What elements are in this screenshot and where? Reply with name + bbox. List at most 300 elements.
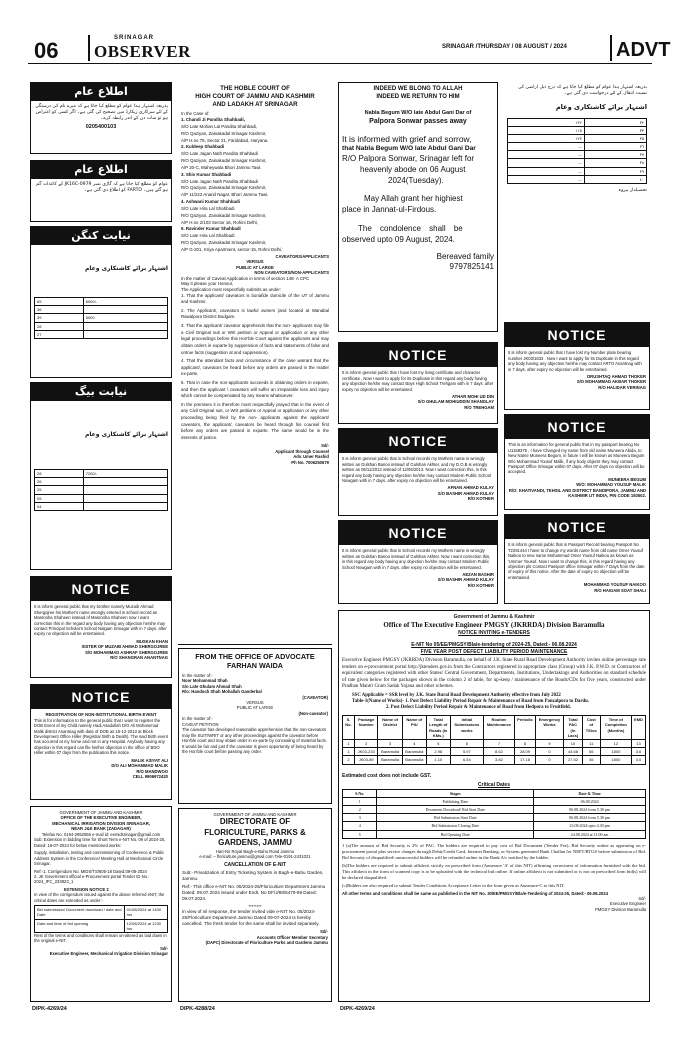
court-signature: Ph No. 7006250679 <box>291 459 329 465</box>
mechanical-irrigation-tender <box>30 806 172 1002</box>
pmgsy-notice: NOTICE INVITING e-TENDERS <box>458 629 530 636</box>
court-point: 1. That the applicant/ caveators is bonafide domicile of the UT of Jammu and Kashmir. <box>181 292 329 305</box>
table-cell: --- <box>508 167 585 175</box>
table-row <box>343 797 646 805</box>
col2-divider <box>178 644 332 645</box>
table-cell: 2.98 <box>426 748 450 756</box>
tender-dates-table <box>34 905 168 933</box>
table-cell: Bid Submission Start Date <box>377 814 534 822</box>
notice-signature: AEZAN BASHIR <box>462 572 494 577</box>
advocate-party: R/o: Handoch Shah Mohallah Ganderbal <box>182 689 262 695</box>
table-cell: 1 <box>343 748 355 756</box>
table-header-cell: Initial Submissions works <box>450 716 483 740</box>
pmgsy-signature: Sd/- <box>638 895 646 901</box>
table-cell: Bid Submission Closing Date <box>377 822 534 830</box>
table-row <box>35 314 168 322</box>
dipk-number: DIPK-4288/24 <box>180 1006 215 1012</box>
table-cell: ٣٧ <box>584 151 646 159</box>
obituary-line: observed upto 09 August, 2024. <box>342 234 455 244</box>
table-cell: ٣٩ <box>584 167 646 175</box>
urdu-subheading: اشتہار برائے کاشتکاری وعام <box>85 265 168 273</box>
table-cell: 27.52 <box>564 756 583 764</box>
table-cell: 17.18 <box>515 756 536 764</box>
table-row <box>35 330 168 338</box>
urdu-text: بذریعہ اشتہار ہذا عوام کو مطلع کیا جاتا ہے کہ درج ذیل اراضی کی نسبت انتقال کے لئے درخواست دی گئی ہے۔ <box>518 85 647 96</box>
table-cell: 2 <box>343 805 377 813</box>
obituary-heading: INDEED WE RETURN TO HIM <box>376 93 460 100</box>
notice-signature: R/O KOTHER <box>467 582 494 588</box>
flori-body: In view of nil response, the tender invited vide e-NIT No. 05/2024-25/Floriculture Department Jammu Dated 09-07-2024 is hereby cancelled. The fresh tender for the same shall be invited separately. <box>182 909 320 927</box>
notice-body: It is inform general public that I have lost my Number plate bearing number JK03/1633 . Now I want to apply for its Duplicate in this regard any body having any objection he/she may contact ARTO Anantnag with in 7 days. after expiry no objection will be entertained. <box>508 350 642 372</box>
court-signature: Sd/- <box>321 443 329 449</box>
notice-number-plate <box>504 322 650 410</box>
notice-name-correction-2 <box>338 520 498 604</box>
table-cell: 8 <box>515 740 536 748</box>
table-cell: 26 <box>35 478 84 486</box>
court-heading: THE HOBLE COURT OF <box>220 85 290 92</box>
table-row <box>508 118 647 126</box>
table-row <box>343 748 646 756</box>
notice-signature: MALIK ASIYAT ALI <box>131 757 168 763</box>
table-header-cell: Name of District <box>378 716 403 740</box>
notice-signature: R/O HALIDAR VERINAG <box>598 384 646 390</box>
flori-address: Hari-Nir Royal Bagh-e-Bahu Road Jammu <box>215 848 295 854</box>
tender-rest: Rest of the terms and conditions shall remain un-altered as laid down in the original e-NIT. <box>34 933 167 944</box>
pmgsy-terms: 1 (a)The amount of Bid Security is 2% of PAC. The bidders are required to pay cost of Bid Document (Tender Fee), Bid Security online as appearing on e-procurement portal plus service charges through Debit/Credit Card, Internet Banking, or System generated Bank Challan for NEFT/RTGS before submission of Bid. Bid Security of disqualified/ unsuccessful bidders will be refunded online in the Bank A/c notified by the bidder. <box>342 842 646 860</box>
urdu-signature: تحصیلدار بیروہ <box>618 188 647 193</box>
pmgsy-critical: Critical Dates <box>478 782 510 789</box>
advocate-matter: In the matter of:- <box>182 716 213 722</box>
table-cell: 3 <box>378 740 403 748</box>
table-cell: 5 <box>426 740 450 748</box>
flori-stars: ******** <box>248 903 262 909</box>
table-cell: Bid Opening Date <box>377 830 534 838</box>
section-label: ADVT <box>616 39 671 61</box>
advocate-caveat <box>178 648 332 804</box>
table-header-cell: Routine Maintenance <box>483 716 514 740</box>
table-row <box>343 830 646 838</box>
notice-passport-name-1 <box>504 414 650 510</box>
obituary-heading: INDEED WE BLONG TO ALLAH <box>373 86 463 92</box>
pmgsy-bullet: 2. Post Defect Liability Period Repair & Maintenance of Road from Hedpora to Fruitfield. <box>386 705 571 711</box>
table-cell: 4 <box>402 740 426 748</box>
table-cell: Baramulla <box>378 748 403 756</box>
court-party-line: S/O Late Mohan Lal Pandita Shahbadi, <box>181 123 258 129</box>
notice-body: This is an information for general public that in my passport bearing No U1158375 , I have Changed my name from old name Muneera Abida, to New Name Muneera Begum, in future I will be known as Muneera Begum W/o Mohammad Yousuf Malik, if any body objects they may contact Passport Office Srinagar within 07 days. After 07 days no objection will be accepted. <box>508 442 645 475</box>
obituary-line: R/O Palpora Sonwar, Srinagar left for <box>342 154 475 164</box>
table-cell: 28.09 <box>515 748 536 756</box>
tender-signature: Executive Engineer, Mechanical Irrigation Division Srinagar <box>49 951 168 957</box>
court-signature: Adv. Umer Rashid <box>293 454 329 460</box>
table-cell: 69 <box>35 298 84 306</box>
table-cell: --- <box>508 143 585 151</box>
table-header-cell: Total Length of Roads (In KMs.) <box>426 716 450 740</box>
table-cell: --- <box>508 159 585 167</box>
pmgsy-estimate: Estimated cost does not include GST. <box>342 772 432 779</box>
urdu-heading: نیابت بیگ <box>31 383 171 401</box>
table-header-row <box>343 789 646 797</box>
court-parties <box>181 117 329 254</box>
advocate-caveat-label: CAVEAT PETITION <box>182 721 219 727</box>
flori-subject: Sub:- Privatization of Entry Ticketing System in Bagh-e-Bahu Garden, Jammu. <box>182 870 324 881</box>
court-points <box>181 293 329 442</box>
table-cell: 1800 <box>600 748 631 756</box>
table-cell: 28 <box>35 470 84 478</box>
table-cell: Publishing Date <box>377 797 534 805</box>
pmgsy-signature: PMGSY Division Baramulla <box>595 906 646 912</box>
table-cell: 8.62 <box>483 748 514 756</box>
advocate-public: PUBLIC AT LARGE <box>236 705 274 711</box>
table-header-cell: EMD <box>631 716 645 740</box>
table-cell: 06.08.2024 from 5.30 pm <box>534 805 646 813</box>
notice-title: NOTICE <box>339 429 497 453</box>
table-cell: ٣٥ <box>584 134 646 142</box>
flori-heading: DIRECTORATE OF <box>219 817 291 827</box>
notice-subtitle: REGISTRATION OF NON-INSTITUTIONAL BIRTH EVENT <box>45 712 157 718</box>
urdu-public-notice-1 <box>30 82 172 154</box>
table-cell: 3.6 <box>631 748 645 756</box>
notice-signature: R/O: KHATIVANDI, TEHSIL AND DISTRICT BANDIPORA, JAMMU AND KASHMIR UT INDIA, PIN CODE 193502. <box>508 487 646 499</box>
notice-signature: S/O GHULAM MOHIUDDIN SHANGLAY <box>417 399 494 405</box>
pmgsy-tender <box>338 610 650 1002</box>
table-cell: --- <box>508 151 585 159</box>
table-row <box>508 134 647 142</box>
notice-signature: R/O SHANGRAN ANANTNAG <box>110 655 168 661</box>
table-header-cell: S.No. <box>343 789 377 797</box>
court-party-line: 1. Chandi Ji Pandita Shahbadi, <box>181 117 245 123</box>
table-cell: Date and time of bid opening <box>35 919 125 932</box>
table-cell: 05 <box>35 494 84 502</box>
urdu-heading: اطلاع عام <box>31 161 171 179</box>
flori-heading: FLORICULTURE, PARKS & <box>204 827 306 837</box>
table-cell: 3.82 <box>483 756 514 764</box>
table-cell: ١١٥ <box>508 126 585 134</box>
court-party-line: 2. Kuldeep Shahbadi <box>181 144 225 150</box>
court-public: PUBLIC AT LARGE <box>236 264 274 270</box>
urdu-public-notice-2 <box>30 160 172 222</box>
court-role: NON CAVEATORS/NON-APPLICANTS <box>254 270 329 276</box>
advocate-versus: VERSUS <box>246 699 264 705</box>
notice-body: It is inform general public that my brother namely Muzaib Ahmad Shergojree his Mother's name wrongly entered in school record as Masrooha Shaheen instead of Masrooha Shaheen now I want correction this in the regard any body having any objection he/she may contact Principal Scholar's School Nalgam Srinagar with in 7 days. after expiry no objection will be entertained. <box>34 604 167 637</box>
notice-title: NOTICE <box>505 515 649 539</box>
table-cell: 23.08.2024 upto 4.30 pm <box>534 822 646 830</box>
table-row <box>35 906 168 919</box>
notice-passport-name-2 <box>504 514 650 604</box>
table-cell: JK03-89 <box>355 756 378 764</box>
pmgsy-signature: Executive Engineer <box>609 901 646 907</box>
tender-extension-body: In view of the corrigendum issued against the above referred eNIT, the critical dates are extended as under:- <box>34 892 165 903</box>
table-cell: ١٣٢ <box>508 118 585 126</box>
table-cell: JK03-233 <box>355 748 378 756</box>
table-cell: 36 <box>35 306 84 314</box>
court-party-line: A/P H.no 2/103 Sector 16, Rohini Delhi, <box>181 219 259 225</box>
urdu-text: بذریعہ اشتہار ہذا عوام کو مطلع کیا جاتا ہے کہ میرے نام کی درستگی کے لئے سرکاری ریکارڈ میں تصحیح کی گئی ہے۔ اگر کسی کو اعتراض ہو تو سات دن کے اندر رابطہ کرے۔ <box>35 104 168 122</box>
table-cell: 9 <box>535 740 563 748</box>
obituary-line: Palpora Sonwar passes away <box>369 117 467 125</box>
table-cell: Baramulla <box>402 748 426 756</box>
table-row <box>35 306 168 314</box>
table-cell: 12 <box>600 740 631 748</box>
table-row <box>508 175 647 183</box>
table-cell: 1 <box>343 740 355 748</box>
brand-name: OBSERVER <box>94 42 191 61</box>
masthead-divider <box>88 35 90 61</box>
tender-org: MECHANICAL IRRIGATION DIVISION SRINAGAR, <box>52 820 150 826</box>
table-header-cell: Total PAC (In Lacs) <box>564 716 583 740</box>
urdu-land-notice-kangan <box>30 226 172 378</box>
dipk-number: DIPK-4269/24 <box>32 1006 67 1012</box>
court-point: 3. That the applicant/ caveator apprehends that the non- applicants may file a Civil Original suit or Writ petition or Appeal or application or any other legal proceedings before this Hon'ble Court against the applicants and may obtain orders in exparte by suppression of facts and statements of false and untrue facts (suggestion at and suppression). <box>181 323 329 355</box>
advocate-heading: FROM THE OFFICE OF ADVOCATE <box>195 652 315 661</box>
table-header-row <box>343 716 646 740</box>
notice-signature: W/O: MOHAMMAD YOUSUF MALIK <box>576 482 646 488</box>
table-cell: 27 <box>35 330 84 338</box>
notice-signature: ATHAR MOHI UD DIN <box>451 394 494 399</box>
flori-heading: GARDENS, JAMMU <box>218 838 292 848</box>
table-row <box>508 159 647 167</box>
notice-body: It is inform general public that in Passport Record bearing Passport No T2291444 I have to change my words name from old name Omer Yousuf Naikoo to new name Mohammad Omer Yousuf Naikoo as known as 'Ummer Yousuf. Now I want to change this, in this regard having any objection pls Contact Passport office Srinagar within 7 Days from the date of expiry of this notice. After the date of expiry no objection will be entertained. <box>508 542 645 580</box>
table-header-cell: Emergency Works <box>535 716 563 740</box>
table-cell: 7 <box>483 740 514 748</box>
court-party-line: S/O Late Hira Lal Shahbadi <box>181 233 235 239</box>
urdu-land-table <box>34 469 168 511</box>
table-cell: 1 <box>343 797 377 805</box>
table-cell: ٣٦ <box>584 143 646 151</box>
pmgsy-maintenance: FIVE YEAR POST DEFECT LIABILITY PERIOD MAINTENANCE <box>420 648 568 655</box>
tender-org: OFFICE OF THE EXECUTIVE ENGINEER, <box>60 815 142 821</box>
table-cell: 24.08.2024 at 11.00 am <box>534 830 646 838</box>
table-cell: 6.54 <box>450 756 483 764</box>
table-header-cell: Time of Completion (Months) <box>600 716 631 740</box>
court-party-line: A/P G-201, Kriya Apartment, sector-15, Rohni Delhi, <box>181 246 283 252</box>
court-party-line: R/O Qaziyan, Zainakadal Srinagar Kashmir, <box>181 158 267 164</box>
court-intro: The Application most respectfully submits as under: <box>181 286 282 292</box>
tender-org: NEAR J&K BANK (ZADAGAR) <box>71 826 131 832</box>
table-row <box>508 126 647 134</box>
tender-org: GOVERNMENT OF JAMMU AND KASHMIR <box>59 810 143 815</box>
notice-signature: MOHAMMAD YOUSUF NAIKOO <box>583 582 646 588</box>
court-party-line: 4. Ashwani Kumar Shahbadi <box>181 199 240 205</box>
pmgsy-works-table <box>342 715 646 764</box>
notice-signature: R/O TREHGAM <box>464 404 494 410</box>
notice-body: It is inform general public that in School records my Mothers name is wrongly written as Gulshan Banoo instead of Gulshan Akhter. Now I want correction this, in this regard any body having any objection he/she may contact Modern Public School Nowgam with in 7 days. after expiry no objection will be entertained. <box>342 548 491 570</box>
table-cell: 5000 <box>83 314 167 322</box>
table-row <box>35 494 168 502</box>
tender-extension-title: EXTENSION NOTICE 2 <box>64 886 109 892</box>
notice-signature: S/O BASHIR AHMAD KULAY <box>437 490 494 496</box>
court-party-line: S/O Late Jagan Nath Pandita Shahbadi <box>181 151 258 157</box>
table-header-cell: Date & Time <box>534 789 646 797</box>
court-party-line: A/P H.no 75, Sector 21, Faridabad, Haryana. <box>181 137 269 143</box>
notice-signature: DRUSHTAQ AHMAD THOKER <box>587 374 646 379</box>
table-header-cell: S. No. <box>343 716 355 740</box>
table-cell: 5.97 <box>450 748 483 756</box>
table-cell: 0 <box>535 748 563 756</box>
notice-body: It is inform general public that in School records my Mothers name is wrongly written as Gulshan Banoo instead of Gulshan Akhter, and my D.O.B is wrongly written as 05/11/2013 instead of 12/05/2013. Now I want correction this, in this regard any body having any objection he/she may contact Modern Public School Nowgam with in 7 days. after expiry no objection will be entertained. <box>342 456 491 483</box>
floriculture-cancellation <box>178 808 332 1002</box>
tender-ref: Ref:-1. Corrigendum No. MIDS/TS/605-18 Dated:09-08-2024 <box>34 868 147 874</box>
court-party-line: R/O Qaziyan, Zainakadal Srinagar Kashmir, <box>181 212 267 218</box>
notice-school-record <box>30 576 172 678</box>
high-court-caveat <box>178 82 332 640</box>
court-party-line: A/P 20-C, Maheywala Bhori Jammu Tawi. <box>181 164 262 170</box>
court-heading: AND LADAKH AT SRINAGAR <box>212 101 298 109</box>
advocate-matter: In the matter of:- <box>182 672 213 678</box>
table-header-cell: Cost of T/Doc <box>582 716 600 740</box>
court-party-line: S/O Late Jagan Nath Pandita Shahbadi <box>181 178 258 184</box>
urdu-subheading: اشتہار برائے کاشتکاری وعام <box>85 431 168 439</box>
tender-subject: Sub: Extension in bidding time for Short Term e-NIT No. 09 of 2024-25, Dated: 16-07-2024 for below mentioned works: <box>34 837 166 848</box>
table-cell: 3.0 <box>631 756 645 764</box>
flori-email: e-mail: -- floriculture.jammu@gmail.com Tele-0191-2431021 <box>199 854 311 860</box>
notice-signature: R/O KOTHER <box>467 496 494 502</box>
notice-title: NOTICE <box>505 415 649 439</box>
court-point: 5. That in case the non-applicants succeeds in obtaining orders in exparte, and then the applicant \ caveators will suffer an irreparable loss and injury which cannot be compensated by any means whatsoever. <box>181 379 329 399</box>
dateline: SRINAGAR /THURSDAY / 08 AUGUST / 2024 <box>442 44 567 50</box>
pmgsy-terms: (c)Bidders are also required to submit Tender Conditions Acceptance Letter in the form given as Annexure-C to this NIT. <box>342 882 565 888</box>
table-row <box>508 151 647 159</box>
flori-signature: Accounts Officer Member Secretary <box>256 934 328 940</box>
table-cell <box>83 330 167 338</box>
table-cell: 5 <box>343 830 377 838</box>
table-row <box>35 486 168 494</box>
obituary-line: 2024(Tuesday). <box>388 175 444 185</box>
table-cell: 06.08.2024 from 5.30 pm <box>534 814 646 822</box>
table-cell: 39 <box>35 314 84 322</box>
court-party-line: A/P 11/222 Anand Nagar, Bhori Jammu Tawi. <box>181 192 269 198</box>
notice-signature: D/O ALI MOHAMMAD MALIK <box>111 763 168 769</box>
notice-signature: MUNEERA BEGUM <box>608 476 646 482</box>
court-case-intro: In the Case of: <box>181 111 210 117</box>
table-row <box>343 814 646 822</box>
pmgsy-gov: Government of Jammu & Kashmir <box>453 614 535 620</box>
table-cell: ٣٨ <box>584 159 646 167</box>
court-point: 4. That the attendant facts and circumstance of the case warrant that the applicant/, caveators be heard before any orders are passed in the matter ex-parte. <box>181 358 329 377</box>
table-cell: 04 <box>35 502 84 510</box>
urdu-land-notice-beerwah <box>504 82 650 316</box>
table-cell: 7200/- <box>83 470 167 478</box>
obituary-line: heavenly abode on 06 August <box>360 164 466 174</box>
urdu-heading: اطلاع عام <box>31 83 171 101</box>
table-cell: 13 <box>631 740 645 748</box>
obituary-line: May Allah grant her highiest <box>364 194 463 204</box>
urdu-phone: 0205400103 <box>85 124 117 131</box>
brand-top: SRINAGAR <box>114 35 155 41</box>
court-party-line: R/O Qaziyan, Zainakadal Srinagar Kashmir, <box>181 240 267 246</box>
table-cell: --- <box>508 175 585 183</box>
table-header-cell: Periodic <box>515 716 536 740</box>
table-cell: 2 <box>343 756 355 764</box>
table-cell: 1.10 <box>426 756 450 764</box>
table-cell: ٣٣ <box>584 126 646 134</box>
notice-signature: SISTER OF MUZAIB AHMAD SHERGOJREE <box>81 644 168 650</box>
table-cell: 12/08/2024 at 1230 hrs <box>124 919 167 932</box>
table-cell: 65 <box>582 748 600 756</box>
pmgsy-body: Executive Engineer PMGSY (JKRRDA) Division Baramulla, on behalf of J.K. State Rural Road Development Authority invites online percentage rate tenders on e-procurement portal http://jktenders.gov.in from the Contractors registered in appropriate class (Group) with J.K. P.W.D. or Contractors of equivalent categories registered with other States/ Central Government, Departments, Institutions, Undertakings and Authorities on standard schedule of rate given below for the packages shown in the column 2 of table, for up-keep / maintenance of the Roads/CDs for five years, constructed under Pradhan Mantri Gram Sadak Yojana and other schemes. <box>342 658 646 690</box>
flori-cancel: CANCELLATION OF E-NIT <box>224 861 286 868</box>
urdu-text: عوام کو مطلع کیا جاتا ہے کہ گاڑی نمبر JK16C-0979 کے کاغذات گم ہو گئے ہیں۔ FARTO کو اطلاع دی گئی ہے۔ <box>36 182 168 194</box>
pmgsy-bullet: Table-1(Name of Works)- 1. Post Defect Liability Period Repair & Maintenance of Road from Panzalpora to Dardu. <box>352 698 589 704</box>
notice-body: It is inform general public that I have lost my living certificate and character certificate . Now I want to apply for its Duplicate in this regard any body having any objection he/she may contact Boys High School Trehgam with in 7 days. after expiry no objection will be entertained. <box>342 370 494 392</box>
pmgsy-footer: All other terms and conditions shall be same as published in the NIT No. 30/EE/PMGSY/Bla/e-Tendering of 2024-25, Dated:- 06.08.2024 <box>342 890 608 896</box>
table-cell: ٤٠ <box>584 175 646 183</box>
table-cell: Document Download/ Bid Start Date <box>377 805 534 813</box>
advocate-body: The caveator has developed reasonable apprehension that the non-caveators may file SUIT/WRIT or any other proceedings against the caveator before Hon'ble court and may obtain order in ex-parte by concealing of material facts. It would be fair and just if the caveator is given opportunity of being heard by the Hon'ble court before passing any order. <box>182 727 327 755</box>
table-cell: 1800 <box>600 756 631 764</box>
obituary-line: Nabla Begum W/O late Abdul Gani Dar of <box>364 109 472 116</box>
obituary-line: The condolence shall be <box>358 224 463 234</box>
notice-birth-registration <box>30 684 172 800</box>
notice-signature: S/O BASHIR AHMAD KULAY <box>437 577 494 583</box>
table-cell: 25 <box>35 486 84 494</box>
masthead-rule <box>28 63 652 64</box>
pmgsy-bullet: SSC Applicable = SSR level by J.K. State Rural Road Development Authority effective from July 2022 <box>352 692 561 698</box>
table-row <box>35 322 168 330</box>
table-cell: 28 <box>35 322 84 330</box>
court-point: In the premises it is therefore most respectfully prayed that in the event of any Civil Original suit, or Writ petitions or Appeal or application or any other proceeding being filed by the non- applicants against the applicant/ caveators, the applicant/, caveators be heard through his counsel first before any orders are passed in exparte. The same would be in the interests of justice. <box>181 401 329 440</box>
pmgsy-office: Office of The Executive Engineer PMGSY (JKRRDA) Division Baramulla <box>383 620 605 629</box>
flori-ref: Ref:- This office e-NIT No. 05/2024-25/Floriculture Department Jammu Dated: 09.07.2024 issued under Endt. No DF/J/88/6479-89 Dated: 09.07.2024. <box>182 883 326 901</box>
notice-lost-certificate <box>338 342 498 424</box>
court-point: 2. The Applicant/, caveators is lawful owners (and located at Wanabal Rawalpora District Budgam. <box>181 307 329 320</box>
table-row <box>508 167 647 175</box>
table-row <box>343 756 646 764</box>
obituary <box>338 82 498 332</box>
obituary-family: Bereaved family <box>436 251 494 261</box>
table-cell: ٣٢ <box>584 118 646 126</box>
table-cell: Baramulla <box>402 756 426 764</box>
notice-title: NOTICE <box>505 323 649 347</box>
notice-title: NOTICE <box>31 685 171 709</box>
table-cell: 01/08/2024 at 1400 hrs <box>124 906 167 919</box>
notice-title: NOTICE <box>339 521 497 545</box>
table-cell: 43.68 <box>564 748 583 756</box>
table-row <box>35 470 168 478</box>
advocate-heading: FARHAN WAIDA <box>227 661 283 671</box>
court-party-line: R/O Qaziyan, Zainakadal Srinagar Kashmir, <box>181 185 267 191</box>
table-row <box>35 298 168 306</box>
table-cell: 6 <box>450 740 483 748</box>
table-cell: 10 <box>564 740 583 748</box>
table-cell: 06.08.2024 <box>534 797 646 805</box>
notice-signature: S/O MOHAMMAD ASHRAF SHERGOJREE <box>85 649 168 655</box>
notice-signature: CELL 9906972420 <box>132 774 168 780</box>
notice-signature: S/O MOHAMMAD AKBAR THOKER <box>576 379 646 385</box>
advocate-party: S/o Late Ghulam Ahmad Shah <box>182 683 242 689</box>
tender-works: Supply, installation, testing and commissioning of Conference & Public Address System in the Conference/ Meeting Hall at Mechanical Circle Srinagar. <box>34 850 165 867</box>
table-cell: ١٢٣ <box>508 134 585 142</box>
table-header-cell: Name of PIU <box>402 716 426 740</box>
masthead-divider-right <box>610 35 612 61</box>
table-row <box>343 740 646 748</box>
notice-signature: R/O HAIGAM SOAT SHALI <box>594 587 646 593</box>
notice-body: This is for information to the general public that I want to register the DOB Event of my Child namely Hadi Asadullah D/O Ali Mohammad Malik district Anantnag with date of DOB as 15-12-2013 at Block Development Office Hiller (Registrar Birth & Death). The said Birth event has occurred at my home and not in any Hospital. Anybody having any objection in this regard can file his/her objection in the office of BDO Hiller within 07 days from the publication this notice. <box>34 717 168 756</box>
court-party-line: R/O Qaziyan, Zainakadal Srinagar Kashmir, <box>181 130 267 136</box>
table-cell: Bid submission/ Document download / date and Date <box>35 906 125 919</box>
table-cell: 11 <box>582 740 600 748</box>
table-cell: Baramulla <box>378 756 403 764</box>
urdu-heading: نیابت کنگن <box>31 227 171 245</box>
court-matter: In the matter of Caveat Application in terms of section 148- A CPC <box>181 275 310 281</box>
court-role: CAVEATORS/APPLICANTS <box>275 253 329 259</box>
notice-title: NOTICE <box>31 577 171 601</box>
obituary-line: It is informed with grief and sorrow, <box>342 133 472 144</box>
table-row <box>35 478 168 486</box>
court-party-line: S/O Late Hira Lal Shahbadi <box>181 205 235 211</box>
pmgsy-enit: E-NIT No 05/EE/PMGSY/Bla/e-tendering of 2024-25, Dated:- 06.08.2024 <box>411 642 577 649</box>
court-versus: VERSUS <box>246 259 264 265</box>
table-row <box>343 822 646 830</box>
